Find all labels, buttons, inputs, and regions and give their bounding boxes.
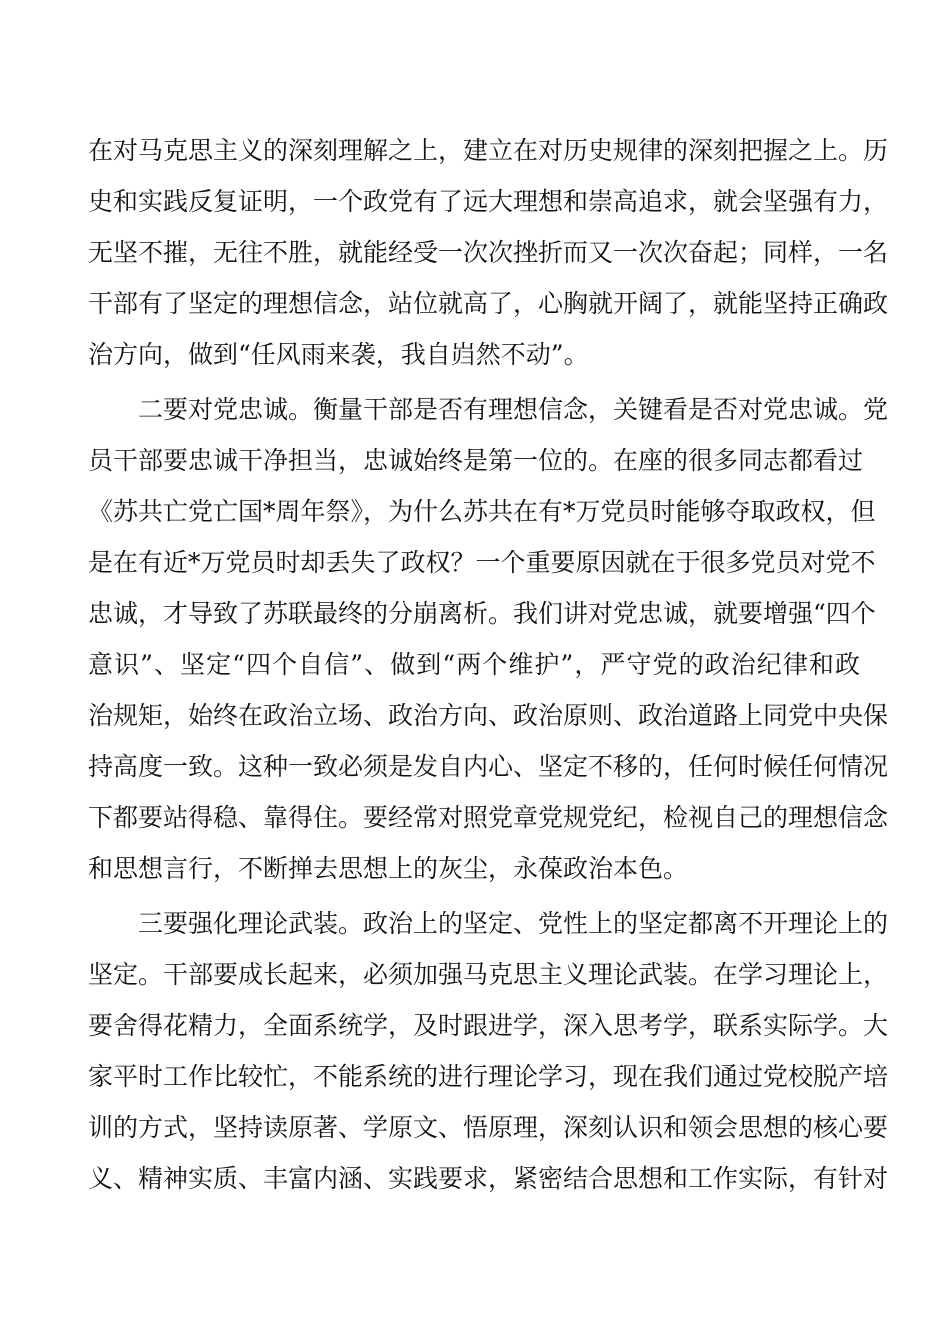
paragraph-2-line-10: 和思想言行，不断掸去思想上的灰尘，永葆政治本色。 xyxy=(88,854,689,883)
paragraph-3-line-4: 家平时工作比较忙，不能系统的进行理论学习，现在我们通过党校脱产培 xyxy=(88,1062,889,1091)
paragraph-2-line-1: 二要对党忠诚。衡量干部是否有理想信念，关键看是否对党忠诚。党 xyxy=(138,395,889,424)
paragraph-3-line-5: 训的方式，坚持读原著、学原文、悟原理，深刻认识和领会思想的核心要 xyxy=(88,1113,889,1142)
paragraph-2-line-6: 意识”、坚定“四个自信”、做到“两个维护”，严守党的政治纪律和政 xyxy=(88,650,860,679)
paragraph-2-line-2: 员干部要忠诚干净担当，忠诚始终是第一位的。在座的很多同志都看过 xyxy=(88,446,864,475)
paragraph-1-line-1: 在对马克思主义的深刻理解之上，建立在对历史规律的深刻把握之上。历 xyxy=(88,136,889,165)
paragraph-1-line-4: 干部有了坚定的理想信念，站位就高了，心胸就开阔了，就能坚持正确政 xyxy=(88,289,889,318)
paragraph-1-line-3: 无坚不摧，无往不胜，就能经受一次次挫折而又一次次奋起；同样，一名 xyxy=(88,238,889,267)
paragraph-2-line-8: 持高度一致。这种一致必须是发自内心、坚定不移的，任何时候任何情况 xyxy=(88,752,889,781)
paragraph-2-line-9: 下都要站得稳、靠得住。要经常对照党章党规党纪，检视自己的理想信念 xyxy=(88,803,889,832)
paragraph-2-line-3: 《苏共亡党亡国*周年祭》，为什么苏共在有*万党员时能够夺取政权，但 xyxy=(88,497,876,526)
paragraph-2-line-5: 忠诚，才导致了苏联最终的分崩离析。我们讲对党忠诚，就要增强“四个 xyxy=(88,599,876,628)
paragraph-1-line-2: 史和实践反复证明，一个政党有了远大理想和崇高追求，就会坚强有力， xyxy=(88,187,889,216)
paragraph-2-line-7: 治规矩，始终在政治立场、政治方向、政治原则、政治道路上同党中央保 xyxy=(88,701,889,730)
paragraph-1-line-5: 治方向，做到“任风雨来袭，我自岿然不动”。 xyxy=(88,340,589,369)
paragraph-3-line-2: 坚定。干部要成长起来，必须加强马克思主义理论武装。在学习理论上， xyxy=(88,960,889,989)
paragraph-3-line-3: 要舍得花精力，全面系统学，及时跟进学，深入思考学，联系实际学。大 xyxy=(88,1011,889,1040)
paragraph-3-line-1: 三要强化理论武装。政治上的坚定、党性上的坚定都离不开理论上的 xyxy=(138,909,889,938)
paragraph-3-line-6: 义、精神实质、丰富内涵、实践要求，紧密结合思想和工作实际，有针对 xyxy=(88,1164,889,1193)
paragraph-2-line-4: 是在有近*万党员时却丢失了政权？一个重要原因就在于很多党员对党不 xyxy=(88,548,876,577)
